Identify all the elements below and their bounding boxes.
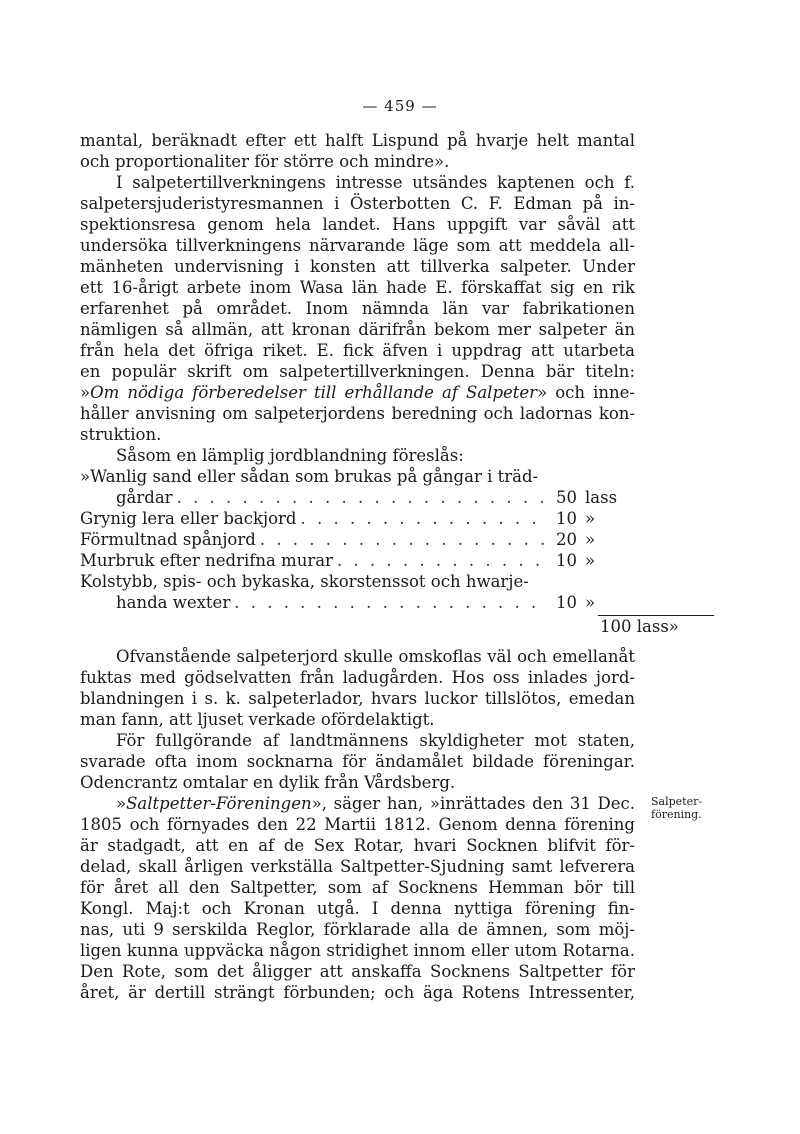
title-open: » xyxy=(80,383,91,402)
text-line: spektionsresa genom hela landet. Hans uppgift var såväl att xyxy=(80,215,635,234)
page-number: — 459 — xyxy=(362,97,438,115)
leader-dots xyxy=(333,550,547,571)
row-label: Murbruk efter nedrifna murar xyxy=(80,551,333,570)
leader-dots xyxy=(256,529,547,550)
text-line: håller anvisning om salpeterjordens beredning och ladornas kon- xyxy=(80,404,635,423)
text-line: för året all den Saltpetter, som af Socknens Hemman bör till xyxy=(80,878,635,897)
text-line: Odencrantz omtalar en dylik från Vårdsberg. xyxy=(80,773,456,792)
text-line: mänheten undervisning i konsten att tillverka salpeter. Under xyxy=(80,257,635,276)
quote-rest: », säger han, »inrättades den 31 Dec. xyxy=(311,794,635,813)
row-label: Grynig lera eller backjord xyxy=(80,509,297,528)
title-close: » och inne- xyxy=(537,383,635,402)
margin-note-line: Salpeter- xyxy=(651,795,703,808)
table-row xyxy=(80,550,635,571)
quote-line xyxy=(80,793,635,814)
book-title: Om nödiga förberedelser till erhållande af Salpeter xyxy=(90,383,538,402)
text-line: Kongl. Maj:t och Kronan utgå. I denna nyttiga förening fin- xyxy=(80,899,635,918)
table-intro: Såsom en lämplig jordblandning föreslås: xyxy=(116,446,464,465)
margin-note-line: förening. xyxy=(651,808,702,821)
text-block-upper xyxy=(80,130,679,638)
table-row xyxy=(80,592,635,613)
table-label-line: »Wanlig sand eller sådan som brukas på gångar i träd- xyxy=(80,467,539,486)
text-line: man fann, att ljuset verkade ofördelaktigt. xyxy=(80,710,435,729)
text-line: ett 16-årigt arbete inom Wasa län hade E. förskaffat sig en rik xyxy=(80,278,635,297)
row-label: gårdar xyxy=(116,488,173,507)
text-line: mantal, beräknadt efter ett halft Lispund på hvarje helt mantal xyxy=(80,131,635,150)
text-line: är stadgadt, att en af de Sex Rotar, hvari Socknen blifvit för- xyxy=(80,836,635,855)
quote-open: » xyxy=(116,794,127,813)
row-unit: lass xyxy=(585,488,618,507)
row-value: 10 xyxy=(556,509,577,528)
leader-dots xyxy=(230,592,547,613)
society-name: Saltpetter-Föreningen xyxy=(126,794,312,813)
table-row xyxy=(80,529,635,550)
text-line: 1805 och förnyades den 22 Martii 1812. Genom denna förening xyxy=(80,815,635,834)
row-label: Förmultnad spånjord xyxy=(80,530,256,549)
text-line: en populär skrift om salpetertillverkningen. Denna bär titeln: xyxy=(80,362,635,381)
text-line: salpetersjuderistyresmannen i Österbotten C. F. Edman på in- xyxy=(80,194,635,213)
row-unit: » xyxy=(585,551,596,570)
text-line: I salpetertillverkningens intresse utsändes kaptenen och f. xyxy=(116,173,635,192)
row-value: 10 xyxy=(556,551,577,570)
text-line: och proportionaliter för större och mindre». xyxy=(80,152,450,171)
table-total: 100 lass» xyxy=(600,617,679,636)
text-line: från hela det öfriga riket. E. fick äfven i uppdrag att utarbeta xyxy=(80,341,635,360)
text-line: undersöka tillverkningens närvarande läge som att meddela all- xyxy=(80,236,635,255)
row-unit: » xyxy=(585,530,596,549)
text-line: året, är dertill strängt förbunden; och äga Rotens Intressenter, xyxy=(80,983,635,1002)
text-line: delad, skall årligen verkställa Saltpetter-Sjudning samt lefverera xyxy=(80,857,635,876)
table-row xyxy=(80,487,635,508)
text-line: blandningen i s. k. salpeterlador, hvars luckor tillslötos, emedan xyxy=(80,689,635,708)
row-unit: » xyxy=(585,509,596,528)
table-label-line: Kolstybb, spis- och bykaska, skorstenssot och hwarje- xyxy=(80,572,529,591)
leader-dots xyxy=(296,508,547,529)
leader-dots xyxy=(173,487,547,508)
text-line: Ofvanstående salpeterjord skulle omskoflas väl och emellanåt xyxy=(116,647,635,666)
text-line: För fullgörande af landtmännens skyldigheter mot staten, xyxy=(116,731,635,750)
text-block-lower xyxy=(80,646,635,1003)
row-value: 10 xyxy=(556,593,577,612)
text-line: nämligen så allmän, att kronan därifrån bekom mer salpeter än xyxy=(80,320,635,339)
book-title-line xyxy=(80,382,635,403)
text-line: ligen kunna uppväcka någon stridighet innom eller utom Rotarna. xyxy=(80,941,635,960)
text-line: Den Rote, som det åligger att anskaffa Socknens Saltpetter för xyxy=(80,962,635,981)
row-label: handa wexter xyxy=(116,593,231,612)
text-line: nas, uti 9 serskilda Reglor, förklarade alla de ämnen, som möj- xyxy=(80,920,635,939)
row-value: 20 xyxy=(556,530,577,549)
text-line: erfarenhet på området. Inom nämnda län var fabrikationen xyxy=(80,299,635,318)
margin-note xyxy=(651,795,731,821)
row-unit: » xyxy=(585,593,596,612)
text-line: struktion. xyxy=(80,425,162,444)
soil-mixture-table xyxy=(80,466,679,638)
row-value: 50 xyxy=(556,488,577,507)
text-line: fuktas med gödselvatten från ladugården. Hos oss inlades jord- xyxy=(80,668,635,687)
table-row xyxy=(80,508,635,529)
text-line: svarade ofta inom socknarna för ändamålet bildade föreningar. xyxy=(80,752,635,771)
